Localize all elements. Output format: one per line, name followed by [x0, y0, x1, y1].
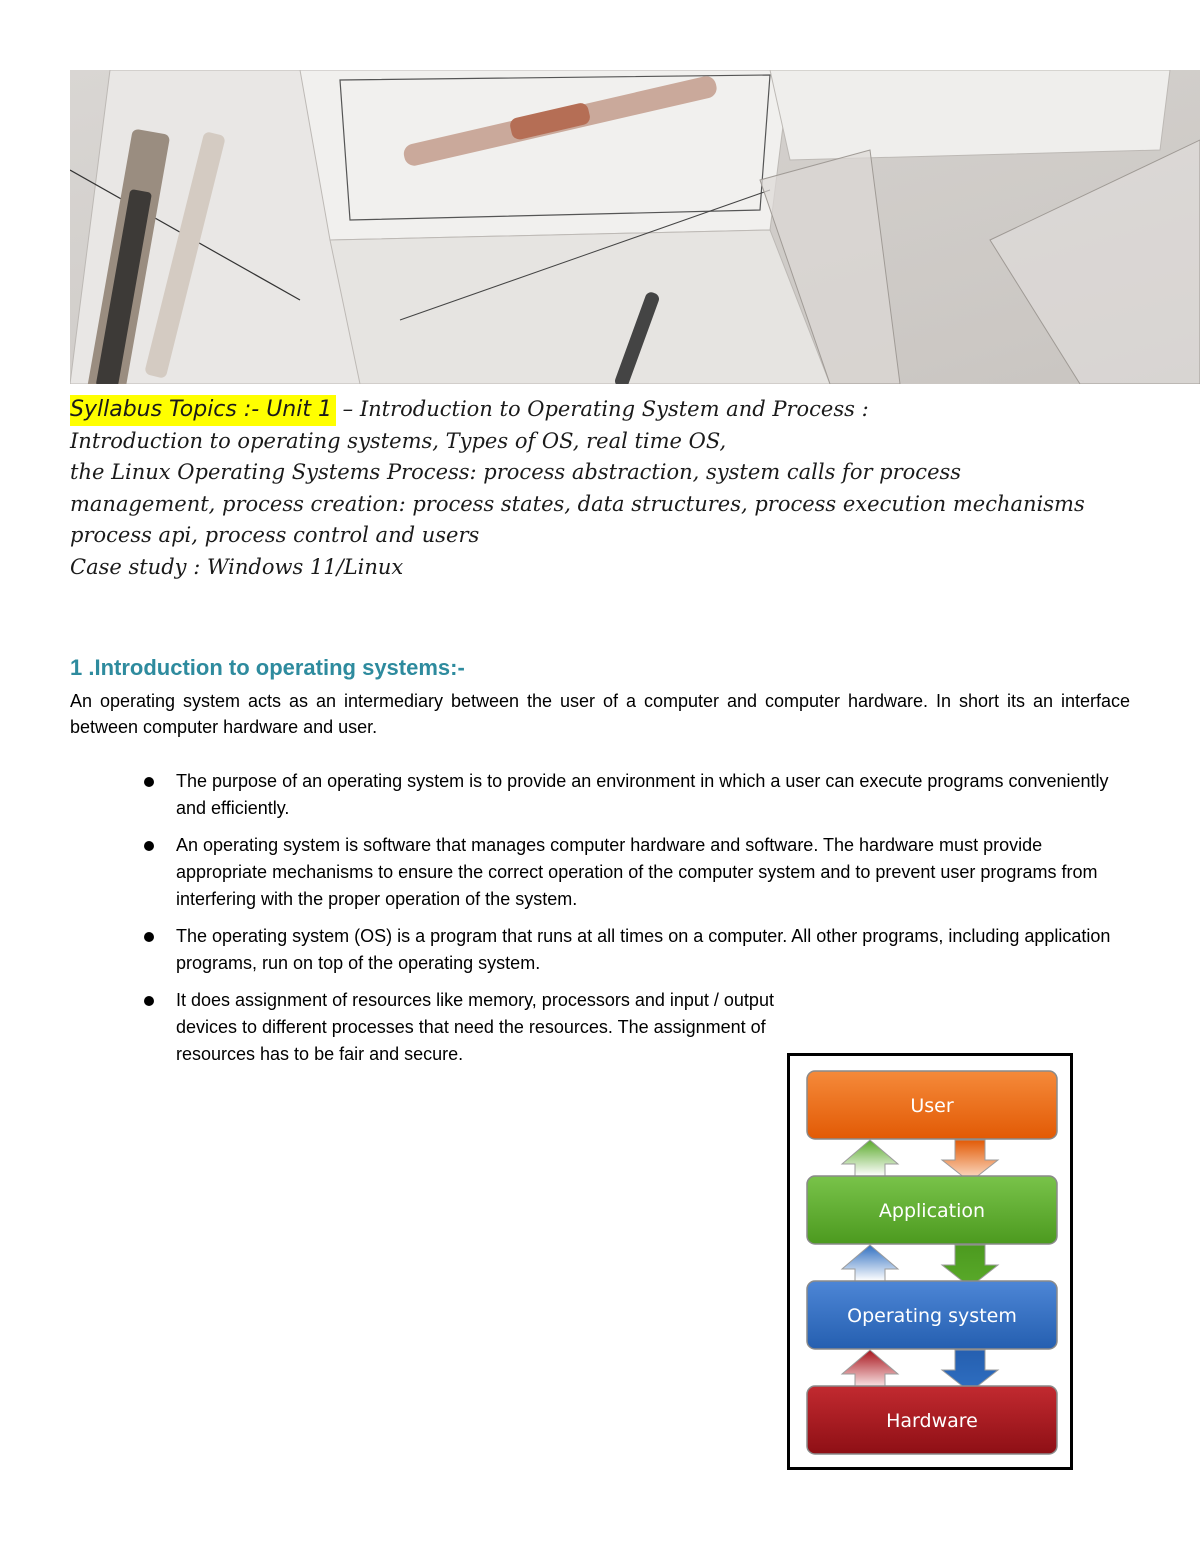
layer-user — [807, 1071, 1057, 1139]
syllabus-heading-rest: – Introduction to Operating System and Process : — [335, 397, 869, 421]
bullet-icon — [144, 777, 154, 787]
syllabus-line: Case study : Windows 11/Linux — [70, 554, 404, 579]
syllabus-line: the Linux Operating Systems Process: process abstraction, system calls for process — [70, 460, 962, 484]
list-item-text: It does assignment of resources like memory, processors and input / output devices to different processes that need the resources. The assignment of resources has to be fair and secure. — [176, 990, 774, 1064]
syllabus-line: Introduction to operating systems, Types of OS, real time OS, — [70, 428, 727, 453]
bullet-icon — [144, 841, 154, 851]
layer-label: Hardware — [886, 1410, 978, 1432]
layer-label: User — [910, 1095, 954, 1117]
bullet-icon — [144, 932, 154, 942]
layer-label: Application — [878, 1200, 986, 1222]
list-item-text: The operating system (OS) is a program that runs at all times on a computer. All other programs, including application programs, run on top of the operating system. — [176, 926, 1111, 973]
layer-operating-system — [807, 1281, 1057, 1349]
layer-application — [807, 1176, 1057, 1244]
layer-hardware — [807, 1386, 1057, 1454]
bullet-list — [140, 768, 1130, 1078]
list-item — [140, 832, 1130, 913]
syllabus-block — [70, 394, 1150, 583]
syllabus-heading — [70, 394, 1150, 426]
list-item-text: An operating system is software that manages computer hardware and software. The hardware must provide appropriate mechanisms to ensure the correct operation of the computer system and to prevent user programs from interfering with the proper operation of the system. — [176, 835, 1098, 909]
os-layers-diagram — [787, 1053, 1073, 1470]
intro-paragraph: An operating system acts as an intermediary between the user of a computer and computer hardware. In short its an interface between computer hardware and user. — [70, 691, 1130, 737]
bullet-icon — [144, 996, 154, 1006]
header-photo — [70, 70, 1200, 384]
syllabus-line: management, process creation: process states, data structures, process execution mechanisms — [70, 491, 1085, 516]
arrow-up-icon — [842, 1350, 898, 1386]
list-item-text: The purpose of an operating system is to provide an environment in which a user can execute programs conveniently and efficiently. — [176, 771, 1109, 818]
list-item — [140, 768, 1130, 822]
layer-label: Operating system — [847, 1305, 1017, 1327]
arrow-up-icon — [842, 1140, 898, 1176]
list-item — [140, 923, 1130, 977]
arrow-up-icon — [842, 1245, 898, 1281]
section-title: 1 .Introduction to operating systems:- — [70, 655, 465, 680]
syllabus-line: process api, process control and users — [70, 523, 480, 547]
syllabus-highlight: Syllabus Topics :- Unit 1 — [70, 395, 336, 426]
